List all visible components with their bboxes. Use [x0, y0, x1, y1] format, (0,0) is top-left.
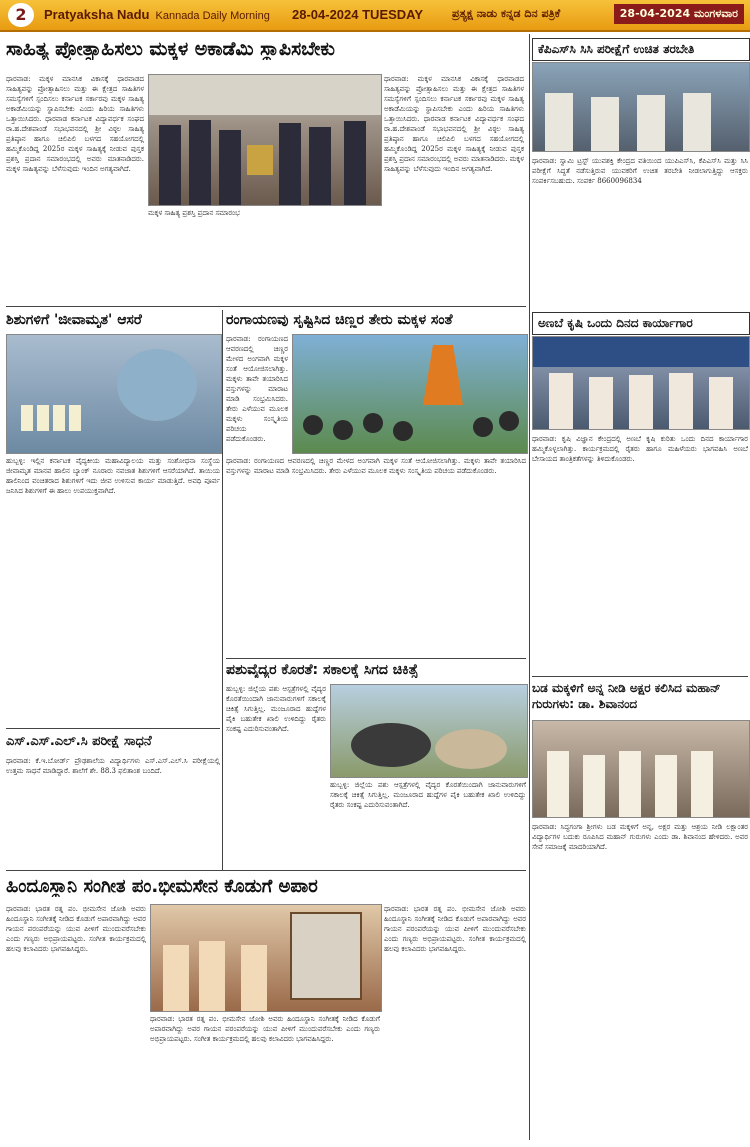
row-rule-center-mid — [226, 658, 526, 659]
a5-headline: ರಂಗಾಯಣವು ಸೃಷ್ಟಿಸಿದ ಚಿಣ್ಣರ ತೇರು ಮಕ್ಕಳ ಸಂತೆ — [226, 312, 453, 328]
a5-child-6 — [499, 411, 519, 431]
a5-body: ಧಾರವಾಡ: ರಂಗಾಯಣದ ಆವರಣದಲ್ಲಿ ಚಿಣ್ಣರ ಮೇಳದ ಅಂಗವಾಗಿ ಮಕ್ಕಳ ಸಂತೆ ಆಯೋಜಿಸಲಾಗಿತ್ತು. ಮಕ್ಕಳು ತಾವೇ ತಯಾರಿಸಿದ ವಸ್ತುಗಳನ್ನು ಮಾರಾಟ ಮಾಡಿ ಸಂಭ್ರಮಿಸಿದರು. ತೇರು ಎಳೆಯುವ ಮೂಲಕ ಮಕ್ಕಳು ಸಂಸ್ಕೃತಿಯ ಪರಿಚಯ ಪಡೆದುಕೊಂಡರು. — [226, 335, 288, 443]
a9-body-cont: ಧಾರವಾಡ: ಭಾರತ ರತ್ನ ಪಂ. ಭೀಮಸೇನ ಜೋಶಿ ಅವರು ಹಿಂದೂಸ್ಥಾನಿ ಸಂಗೀತಕ್ಕೆ ನೀಡಿದ ಕೊಡುಗೆ ಅಪಾರವಾಗಿದ್ದು ಅವರ ಗಾಯನ ಪರಂಪರೆಯನ್ನು ಯುವ ಪೀಳಿಗೆ ಮುಂದುವರೆಸಬೇಕು ಎಂದು ಗಣ್ಯರು ಅಭಿಪ್ರಾಯಪಟ್ಟರು. ಸಂಗೀತ ಕಾರ್ಯಕ್ರಮದಲ್ಲಿ ಹಲವು ಕಲಾವಿದರು ಭಾಗವಹಿಸಿದ್ದರು. — [150, 1015, 380, 1043]
a5-child-5 — [473, 417, 493, 437]
a3-person-3 — [629, 375, 653, 429]
a2-person-3 — [637, 95, 665, 151]
a9-person-2 — [199, 941, 225, 1011]
page-number: 2 — [8, 3, 34, 27]
a3-photo — [532, 336, 750, 430]
a6-cow-2 — [435, 729, 507, 769]
a7-body: ಧಾರವಾಡ: ಸಿದ್ಧಗಂಗಾ ಶ್ರೀಗಳು ಬಡ ಮಕ್ಕಳಿಗೆ ಅನ್ನ, ಅಕ್ಷರ ಮತ್ತು ಆಶ್ರಯ ನೀಡಿ ಲಕ್ಷಾಂತರ ವಿದ್ಯಾರ್ಥಿಗಳ ಬದುಕು ರೂಪಿಸಿದ ಮಹಾನ್ ಗುರುಗಳು ಎಂದು ಡಾ. ಶಿವಾನಂದ ಹೇಳಿದರು. ಅವರ ಸೇವೆ ಸಮಾಜಕ್ಕೆ ಮಾದರಿಯಾಗಿದೆ. — [532, 823, 748, 851]
a3-person-1 — [549, 373, 573, 429]
a3-person-5 — [709, 377, 733, 429]
masthead-date-en: 28-04-2024 TUESDAY — [292, 7, 424, 22]
a4-bottle-4 — [69, 405, 81, 431]
a2-person-4 — [683, 93, 711, 151]
a8-body: ಧಾರವಾಡ: ಕೆ.ಇ.ಬೋರ್ಡ್ ಪ್ರೌಢಶಾಲೆಯ ವಿದ್ಯಾರ್ಥಿಗಳು ಎಸ್.ಎಸ್.ಎಲ್.ಸಿ ಪರೀಕ್ಷೆಯಲ್ಲಿ ಉತ್ತಮ ಸಾಧನೆ ಮಾಡಿದ್ದಾರೆ. ಶಾಲೆಗೆ ಶೇ. 88.3 ಫಲಿತಾಂಶ ಬಂದಿದೆ. — [6, 757, 220, 775]
a6-cow-1 — [351, 723, 431, 767]
a9-body: ಧಾರವಾಡ: ಭಾರತ ರತ್ನ ಪಂ. ಭೀಮಸೇನ ಜೋಶಿ ಅವರು ಹಿಂದೂಸ್ಥಾನಿ ಸಂಗೀತಕ್ಕೆ ನೀಡಿದ ಕೊಡುಗೆ ಅಪಾರವಾಗಿದ್ದು ಅವರ ಗಾಯನ ಪರಂಪರೆಯನ್ನು ಯುವ ಪೀಳಿಗೆ ಮುಂದುವರೆಸಬೇಕು ಎಂದು ಗಣ್ಯರು ಅಭಿಪ್ರಾಯಪಟ್ಟರು. ಸಂಗೀತ ಕಾರ್ಯಕ್ರಮದಲ್ಲಿ ಹಲವು ಕಲಾವಿದರು ಭಾಗವಹಿಸಿದ್ದರು. — [6, 905, 146, 953]
a1-headline: ಸಾಹಿತ್ಯ ಪ್ರೋತ್ಸಾಹಿಸಲು ಮಕ್ಕಳ ಅಕಾಡೆಮಿ ಸ್ಥಾಪಿಸಬೇಕು — [6, 38, 335, 60]
masthead — [0, 0, 750, 32]
a1-backdrop — [149, 75, 381, 115]
a3-banner — [533, 337, 749, 367]
a9-photo-svg — [151, 905, 381, 1011]
a1-award-frame — [247, 145, 273, 175]
a3-body: ಧಾರವಾಡ: ಕೃಷಿ ವಿಜ್ಞಾನ ಕೇಂದ್ರದಲ್ಲಿ ಅಣಬೆ ಕೃಷಿ ಕುರಿತು ಒಂದು ದಿನದ ಕಾರ್ಯಾಗಾರ ಹಮ್ಮಿಕೊಳ್ಳಲಾಗಿತ್ತು. ಕಾರ್ಯಕ್ರಮದಲ್ಲಿ ರೈತರು ಹಾಗೂ ಮಹಿಳೆಯರು ಭಾಗವಹಿಸಿ ಅಣಬೆ ಬೇಸಾಯದ ತಾಂತ್ರಿಕತೆಗಳನ್ನು ತಿಳಿದುಕೊಂಡರು. — [532, 435, 748, 463]
a2-person-1 — [545, 93, 573, 151]
a4-headline: ಶಿಶುಗಳಿಗೆ 'ಜೀವಾಮೃತ' ಆಸರೆ — [6, 312, 142, 328]
a5-body-cont: ಧಾರವಾಡ: ರಂಗಾಯಣದ ಆವರಣದಲ್ಲಿ ಚಿಣ್ಣರ ಮೇಳದ ಅಂಗವಾಗಿ ಮಕ್ಕಳ ಸಂತೆ ಆಯೋಜಿಸಲಾಗಿತ್ತು. ಮಕ್ಕಳು ತಾವೇ ತಯಾರಿಸಿದ ವಸ್ತುಗಳನ್ನು ಮಾರಾಟ ಮಾಡಿ ಸಂಭ್ರಮಿಸಿದರು. ತೇರು ಎಳೆಯುವ ಮೂಲಕ ಮಕ್ಕಳು ಸಂಸ್ಕೃತಿಯ ಪರಿಚಯ ಪಡೆದುಕೊಂಡರು. — [226, 457, 526, 475]
a3-person-4 — [669, 373, 693, 429]
paper-tagline: Kannada Daily Morning — [155, 10, 270, 22]
a7-person-3 — [619, 751, 641, 817]
a9-people — [163, 941, 267, 1011]
a4-bottle-2 — [37, 405, 49, 431]
a2-photo — [532, 62, 750, 152]
a2-headline: ಕೆಪಿಎಸ್‌ಸಿ ಸಿಸಿ ಪರೀಕ್ಷೆಗೆ ಉಚಿತ ತರಬೇತಿ — [532, 38, 750, 61]
a7-headline: ಬಡ ಮಕ್ಕಳಿಗೆ ಅನ್ನ ನೀಡಿ ಅಕ್ಷರ ಕಲಿಸಿದ ಮಹಾನ್ ಗುರುಗಳು: ಡಾ. ಶಿವಾನಂದ — [532, 681, 721, 711]
a1-person-5 — [309, 127, 331, 205]
a6-photo-svg — [331, 685, 527, 777]
a5-child-2 — [333, 420, 353, 440]
a1-person-1 — [159, 125, 181, 205]
a4-worker — [117, 349, 197, 421]
a7-people — [547, 751, 713, 817]
a1-photo-svg — [149, 75, 381, 205]
a7-photo — [532, 720, 750, 818]
masthead-date-kn: 28-04-2024 ಮಂಗಳವಾರ — [614, 4, 744, 24]
row-rule-top — [6, 306, 526, 307]
a7-photo-svg — [533, 721, 749, 817]
a1-body: ಧಾರವಾಡ: ಮಕ್ಕಳ ಮಾನಸಿಕ ವಿಕಾಸಕ್ಕೆ ಧಾರವಾಡದ ಸಾಹಿತ್ಯವನ್ನು ಪ್ರೋತ್ಸಾಹಿಸಲು ಮತ್ತು ಈ ಕ್ಷೇತ್ರದ ಸಾಹಿತಿಗಳ ಸಮಸ್ಯೆಗಳಿಗೆ ಸ್ಪಂದಿಸಲು ಕರ್ನಾಟಕ ಸರ್ಕಾರವು ಮಕ್ಕಳ ಸಾಹಿತ್ಯ ಅಕಾಡೆಮಿಯನ್ನು ಸ್ಥಾಪಿಸಬೇಕು ಎಂದು ಹಿರಿಯ ಸಾಹಿತಿಗಳು ಒತ್ತಾಯಿಸಿದರು. ಧಾರವಾಡ ಕರ್ನಾಟಕ ವಿದ್ಯಾವರ್ಧಕ ಸಂಘದ ರಾ.ಹ.ದೇಶಪಾಂಡೆ ಸಭಾಭವನದಲ್ಲಿ ಶ್ರೀ ವಿಠ್ಠಲ ಸಾಹಿತ್ಯ ಪ್ರತಿಷ್ಠಾನ ಹಾಗೂ ಚಿಲಿಪಿಲಿ ಬಳಗದ ಸಹಯೋಗದಲ್ಲಿ ಹಮ್ಮಿಕೊಂಡಿದ್ದ 2025ರ ಮಕ್ಕಳ ಸಾಹಿತ್ಯಕ್ಕೆ ನೀಡುವ ಪುಸ್ತಕ ಪ್ರಶಸ್ತಿ ಪ್ರದಾನ ಸಮಾರಂಭದಲ್ಲಿ ಅವರು ಮಾತನಾಡಿದರು. ಮಕ್ಕಳ ಸಾಹಿತ್ಯವನ್ನು ಬೆಳೆಸುವುದು ಇಂದಿನ ಅಗತ್ಯವಾಗಿದೆ. — [6, 75, 144, 173]
a3-photo-svg — [533, 337, 749, 429]
a5-photo — [292, 334, 528, 454]
a3-headline: ಅಣಬೆ ಕೃಷಿ ಒಂದು ದಿನದ ಕಾರ್ಯಾಗಾರ — [532, 312, 750, 335]
a4-photo-svg — [7, 335, 221, 453]
a6-headline: ಪಶುವೈದ್ಯರ ಕೊರತೆ: ಸಕಾಲಕ್ಕೆ ಸಿಗದ ಚಿಕಿತ್ಸೆ — [226, 662, 419, 678]
a4-bottle-1 — [21, 405, 33, 431]
row-rule-right-mid — [532, 676, 748, 677]
a7-person-4 — [655, 755, 677, 817]
a9-person-3 — [241, 945, 267, 1011]
a7-person-5 — [691, 751, 713, 817]
a9-portrait — [291, 913, 361, 999]
a1-body-cont: ಧಾರವಾಡ: ಮಕ್ಕಳ ಮಾನಸಿಕ ವಿಕಾಸಕ್ಕೆ ಧಾರವಾಡದ ಸಾಹಿತ್ಯವನ್ನು ಪ್ರೋತ್ಸಾಹಿಸಲು ಮತ್ತು ಈ ಕ್ಷೇತ್ರದ ಸಾಹಿತಿಗಳ ಸಮಸ್ಯೆಗಳಿಗೆ ಸ್ಪಂದಿಸಲು ಕರ್ನಾಟಕ ಸರ್ಕಾರವು ಮಕ್ಕಳ ಸಾಹಿತ್ಯ ಅಕಾಡೆಮಿಯನ್ನು ಸ್ಥಾಪಿಸಬೇಕು ಎಂದು ಹಿರಿಯ ಸಾಹಿತಿಗಳು ಒತ್ತಾಯಿಸಿದರು. ಧಾರವಾಡ ಕರ್ನಾಟಕ ವಿದ್ಯಾವರ್ಧಕ ಸಂಘದ ರಾ.ಹ.ದೇಶಪಾಂಡೆ ಸಭಾಭವನದಲ್ಲಿ ಶ್ರೀ ವಿಠ್ಠಲ ಸಾಹಿತ್ಯ ಪ್ರತಿಷ್ಠಾನ ಹಾಗೂ ಚಿಲಿಪಿಲಿ ಬಳಗದ ಸಹಯೋಗದಲ್ಲಿ ಹಮ್ಮಿಕೊಂಡಿದ್ದ 2025ರ ಮಕ್ಕಳ ಸಾಹಿತ್ಯಕ್ಕೆ ನೀಡುವ ಪುಸ್ತಕ ಪ್ರಶಸ್ತಿ ಪ್ರದಾನ ಸಮಾರಂಭದಲ್ಲಿ ಅವರು ಮಾತನಾಡಿದರು. ಮಕ್ಕಳ ಸಾಹಿತ್ಯವನ್ನು ಬೆಳೆಸುವುದು ಇಂದಿನ ಅಗತ್ಯವಾಗಿದೆ. — [384, 75, 524, 173]
a7-person-2 — [583, 755, 605, 817]
masthead-name-kn: ಪ್ರತ್ಯಕ್ಷ ನಾಡು ಕನ್ನಡ ದಿನ ಪತ್ರಿಕೆ — [452, 7, 561, 20]
a8-headline: ಎಸ್.ಎಸ್.ಎಲ್.ಸಿ ಪರೀಕ್ಷೆ ಸಾಧನೆ — [6, 734, 152, 749]
a5-child-1 — [303, 415, 323, 435]
a1-person-2 — [189, 120, 211, 205]
a4-milk-bottles — [21, 405, 81, 431]
a3-person-2 — [589, 377, 613, 429]
a1-person-6 — [344, 121, 366, 205]
row-rule-left-mid — [6, 728, 220, 729]
a6-body-cont: ಹುಬ್ಬಳ್ಳಿ: ಜಿಲ್ಲೆಯ ಪಶು ಆಸ್ಪತ್ರೆಗಳಲ್ಲಿ ವೈದ್ಯರ ಕೊರತೆಯಿಂದಾಗಿ ಜಾನುವಾರುಗಳಿಗೆ ಸಕಾಲಕ್ಕೆ ಚಿಕಿತ್ಸೆ ಸಿಗುತ್ತಿಲ್ಲ. ಮಂಜೂರಾದ ಹುದ್ದೆಗಳ ಪೈಕಿ ಬಹುತೇಕ ಖಾಲಿ ಉಳಿದಿದ್ದು ರೈತರು ಸಂಕಷ್ಟ ಎದುರಿಸುವಂತಾಗಿದೆ. — [330, 781, 526, 809]
a5-child-4 — [393, 421, 413, 441]
a9-body-cont2: ಧಾರವಾಡ: ಭಾರತ ರತ್ನ ಪಂ. ಭೀಮಸೇನ ಜೋಶಿ ಅವರು ಹಿಂದೂಸ್ಥಾನಿ ಸಂಗೀತಕ್ಕೆ ನೀಡಿದ ಕೊಡುಗೆ ಅಪಾರವಾಗಿದ್ದು ಅವರ ಗಾಯನ ಪರಂಪರೆಯನ್ನು ಯುವ ಪೀಳಿಗೆ ಮುಂದುವರೆಸಬೇಕು ಎಂದು ಗಣ್ಯರು ಅಭಿಪ್ರಾಯಪಟ್ಟರು. ಸಂಗೀತ ಕಾರ್ಯಕ್ರಮದಲ್ಲಿ ಹಲವು ಕಲಾವಿದರು ಭಾಗವಹಿಸಿದ್ದರು. — [384, 905, 526, 953]
a1-photo — [148, 74, 382, 206]
a2-body: ಧಾರವಾಡ: ಸ್ವಾಮಿ ಟ್ರಸ್ಟ್ ಯುವಶಕ್ತಿ ಕೇಂದ್ರದ ವತಿಯಿಂದ ಯುಪಿಎಸ್‌ಸಿ, ಕೆಪಿಎಸ್‌ಸಿ ಮತ್ತು ಸಿಸಿ ಪರೀಕ್ಷೆಗೆ ಸಿದ್ಧತೆ ನಡೆಸುತ್ತಿರುವ ಯುವಕರಿಗೆ ಉಚಿತ ತರಬೇತಿ ನೀಡಲಾಗುತ್ತಿದ್ದು ಆಸಕ್ತರು ಸಂಪರ್ಕಿಸಬಹುದು. ಸಂಪರ್ಕ 8660096834 — [532, 157, 748, 185]
a6-body: ಹುಬ್ಬಳ್ಳಿ: ಜಿಲ್ಲೆಯ ಪಶು ಆಸ್ಪತ್ರೆಗಳಲ್ಲಿ ವೈದ್ಯರ ಕೊರತೆಯಿಂದಾಗಿ ಜಾನುವಾರುಗಳಿಗೆ ಸಕಾಲಕ್ಕೆ ಚಿಕಿತ್ಸೆ ಸಿಗುತ್ತಿಲ್ಲ. ಮಂಜೂರಾದ ಹುದ್ದೆಗಳ ಪೈಕಿ ಬಹುತೇಕ ಖಾಲಿ ಉಳಿದಿದ್ದು ರೈತರು ಸಂಕಷ್ಟ ಎದುರಿಸುವಂತಾಗಿದೆ. — [226, 685, 326, 733]
a4-photo — [6, 334, 222, 454]
a5-child-3 — [363, 413, 383, 433]
a5-chariot — [423, 345, 463, 405]
column-rule-left — [222, 310, 223, 870]
a2-person-2 — [591, 97, 619, 151]
a4-body: ಹುಬ್ಬಳ್ಳಿ: ಇಲ್ಲಿನ ಕರ್ನಾಟಕ ವೈದ್ಯಕೀಯ ಮಹಾವಿದ್ಯಾಲಯ ಮತ್ತು ಸಂಶೋಧನಾ ಸಂಸ್ಥೆಯ ಜೀವಾಮೃತ ಮಾನವ ಹಾಲಿನ ಬ್ಯಾಂಕ್ ನೂರಾರು ನವಜಾತ ಶಿಶುಗಳಿಗೆ ಆಸರೆಯಾಗಿದೆ. ತಾಯಿಯ ಹಾಲಿನಿಂದ ವಂಚಿತರಾದ ಶಿಶುಗಳಿಗೆ ಇದು ಜೀವ ಉಳಿಸುವ ಕಾರ್ಯ ಮಾಡುತ್ತಿದೆ. ಅವಧಿ ಪೂರ್ವ ಜನಿಸಿದ ಶಿಶುಗಳಿಗೆ ಈ ಹಾಲು ಉಪಯುಕ್ತವಾಗಿದೆ. — [6, 457, 220, 495]
column-rule-right — [529, 34, 530, 1140]
a3-people — [549, 373, 733, 429]
a5-crowd — [303, 411, 519, 441]
a9-person-1 — [163, 945, 189, 1011]
paper-name-text: Pratyaksha Nadu — [44, 7, 150, 22]
a9-headline: ಹಿಂದೂಸ್ಥಾನಿ ಸಂಗೀತ ಪಂ.ಭೀಮಸೇನ ಕೊಡುಗೆ ಅಪಾರ — [6, 876, 318, 897]
paper-name — [44, 7, 270, 22]
a9-photo — [150, 904, 382, 1012]
a1-caption: ಮಕ್ಕಳ ಸಾಹಿತ್ಯ ಪ್ರಶಸ್ತಿ ಪ್ರದಾನ ಸಮಾರಂಭ — [148, 209, 240, 217]
a6-photo — [330, 684, 528, 778]
a1-person-3 — [219, 130, 241, 205]
a5-photo-svg — [293, 335, 527, 453]
section-divider — [6, 870, 526, 871]
a1-person-4 — [279, 123, 301, 205]
a4-bottle-3 — [53, 405, 65, 431]
a2-photo-svg — [533, 63, 749, 151]
a2-people — [545, 93, 711, 151]
a7-person-1 — [547, 751, 569, 817]
